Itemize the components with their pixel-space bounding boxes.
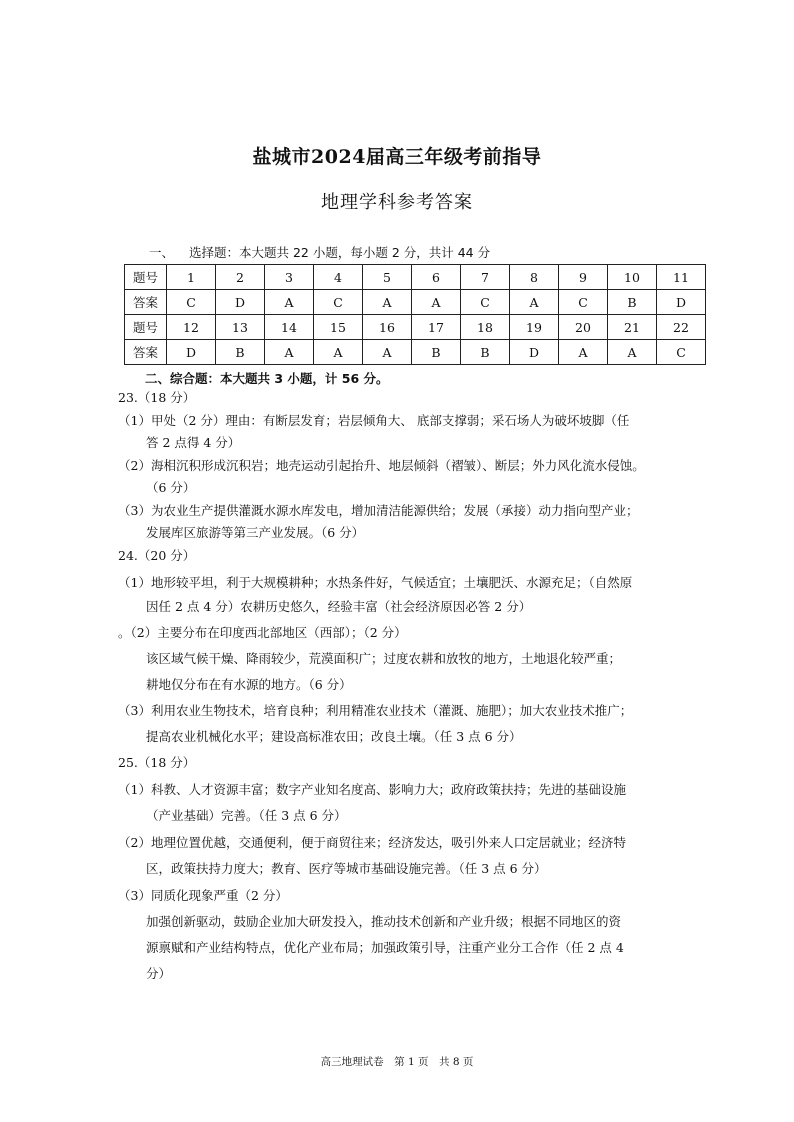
answer-cell: C [657, 340, 706, 365]
q25-part3-line1: （3）同质化现象严重（2 分） [118, 888, 288, 903]
row-label: 答案 [125, 340, 167, 365]
document-title: 盐城市2024届高三年级考前指导 [252, 146, 542, 168]
answer-cell: A [510, 290, 559, 315]
answer-cell: D [657, 290, 706, 315]
question-number-cell: 3 [265, 265, 314, 290]
answer-table [124, 264, 706, 365]
answer-cell: A [363, 290, 412, 315]
q24-part2-line3: 耕地仅分布在有水源的地方。（6 分） [146, 677, 352, 692]
q23-part2-line1: （2）海相沉积形成沉积岩；地壳运动引起抬升、地层倾斜（褶皱）、断层；外力风化流水侵蚀。 [118, 458, 645, 473]
q24-part3-line2: 提高农业机械化水平；建设高标准农田；改良土壤。（任 3 点 6 分） [146, 729, 522, 744]
q24-part3-line1: （3）利用农业生物技术，培育良种；利用精准农业技术（灌溉、施肥）；加大农业技术推广； [118, 703, 633, 718]
q23-part1-line1: （1）甲处（2 分）理由：有断层发育；岩层倾角大、 底部支撑弱；采石场人为破坏坡脚（任 [118, 413, 630, 428]
question-number-cell: 4 [314, 265, 363, 290]
section-1-heading [149, 243, 490, 261]
q25-part3-line2: 加强创新驱动，鼓励企业加大研发投入，推动技术创新和产业升级；根据不同地区的资 [146, 914, 622, 929]
question-number-cell: 19 [510, 315, 559, 340]
answer-cell: A [363, 340, 412, 365]
question-number-cell: 18 [461, 315, 510, 340]
answer-row [125, 340, 706, 365]
page-footer: 高三地理试卷 第 1 页 共 8 页 [320, 1056, 474, 1068]
q25-part2-line1: （2）地理位置优越，交通便利，便于商贸往来；经济发达，吸引外来人口定居就业；经济特 [118, 835, 626, 850]
question-number-cell: 16 [363, 315, 412, 340]
answer-cell: A [265, 290, 314, 315]
answer-cell: B [608, 290, 657, 315]
q25-part1-line1: （1）科教、人才资源丰富；数字产业知名度高、影响力大；政府政策扶持；先进的基础设施 [118, 782, 626, 797]
section-2-heading: 二、综合题：本大题共 3 小题，计 56 分。 [145, 371, 389, 386]
answer-cell: D [167, 340, 216, 365]
answer-cell: B [412, 340, 461, 365]
answer-cell: B [216, 340, 265, 365]
answer-cell: D [216, 290, 265, 315]
q24-part2-line2: 该区域气候干燥、降雨较少，荒漠面积广；过度农耕和放牧的地方，土地退化较严重； [146, 651, 622, 666]
question-number-cell: 9 [559, 265, 608, 290]
q23-part3-line1: （3）为农业生产提供灌溉水源水库发电，增加清洁能源供给；发展（承接）动力指向型产业； [118, 503, 639, 518]
row-label: 题号 [125, 315, 167, 340]
document-subtitle: 地理学科参考答案 [321, 192, 473, 213]
question-number-cell: 11 [657, 265, 706, 290]
q25-part3-line3: 源禀赋和产业结构特点，优化产业布局；加强政策引导，注重产业分工合作（任 2 点 4 [146, 940, 624, 955]
question-number-cell: 15 [314, 315, 363, 340]
question-number-cell: 8 [510, 265, 559, 290]
answer-cell: A [314, 340, 363, 365]
section-1-text: 选择题：本大题共 22 小题，每小题 2 分，共计 44 分 [189, 245, 491, 260]
row-label: 答案 [125, 290, 167, 315]
question-number-cell: 13 [216, 315, 265, 340]
q23-part3-line2: 发展库区旅游等第三产业发展。（6 分） [146, 525, 365, 540]
row-label: 题号 [125, 265, 167, 290]
q24-part2-line1: 。（2）主要分布在印度西北部地区（西部）；（2 分） [118, 625, 407, 640]
q24-heading: 24.（20 分） [118, 548, 196, 563]
answer-cell: A [608, 340, 657, 365]
section-1-number: 一、 [149, 245, 175, 260]
question-number-cell: 17 [412, 315, 461, 340]
answer-cell: C [559, 290, 608, 315]
question-number-cell: 6 [412, 265, 461, 290]
answer-cell: A [412, 290, 461, 315]
question-number-cell: 7 [461, 265, 510, 290]
answer-cell: A [265, 340, 314, 365]
answer-cell: A [559, 340, 608, 365]
question-number-cell: 2 [216, 265, 265, 290]
answer-cell: C [314, 290, 363, 315]
question-number-row [125, 315, 706, 340]
q25-part2-line2: 区，政策扶持力度大；教育、医疗等城市基础设施完善。（任 3 点 6 分） [146, 861, 547, 876]
answer-cell: D [510, 340, 559, 365]
question-number-cell: 10 [608, 265, 657, 290]
question-number-cell: 14 [265, 315, 314, 340]
question-number-cell: 5 [363, 265, 412, 290]
answer-cell: C [461, 290, 510, 315]
q23-heading: 23.（18 分） [118, 390, 196, 405]
question-number-row [125, 265, 706, 290]
q25-part3-line4: 分） [146, 966, 172, 981]
q24-part1-line2: 因任 2 点 4 分）农耕历史悠久，经验丰富（社会经济原因必答 2 分） [146, 599, 532, 614]
question-number-cell: 20 [559, 315, 608, 340]
q23-part2-line2: （6 分） [146, 480, 196, 495]
answer-row [125, 290, 706, 315]
q25-part1-line2: （产业基础）完善。（任 3 点 6 分） [146, 808, 347, 823]
q25-heading: 25.（18 分） [118, 755, 196, 770]
question-number-cell: 21 [608, 315, 657, 340]
answer-cell: B [461, 340, 510, 365]
q23-part1-line2: 答 2 点得 4 分） [146, 435, 241, 450]
q24-part1-line1: （1）地形较平坦，利于大规模耕种；水热条件好，气候适宜；土壤肥沃、水源充足；（自然原 [118, 575, 633, 590]
question-number-cell: 1 [167, 265, 216, 290]
question-number-cell: 12 [167, 315, 216, 340]
answer-cell: C [167, 290, 216, 315]
question-number-cell: 22 [657, 315, 706, 340]
